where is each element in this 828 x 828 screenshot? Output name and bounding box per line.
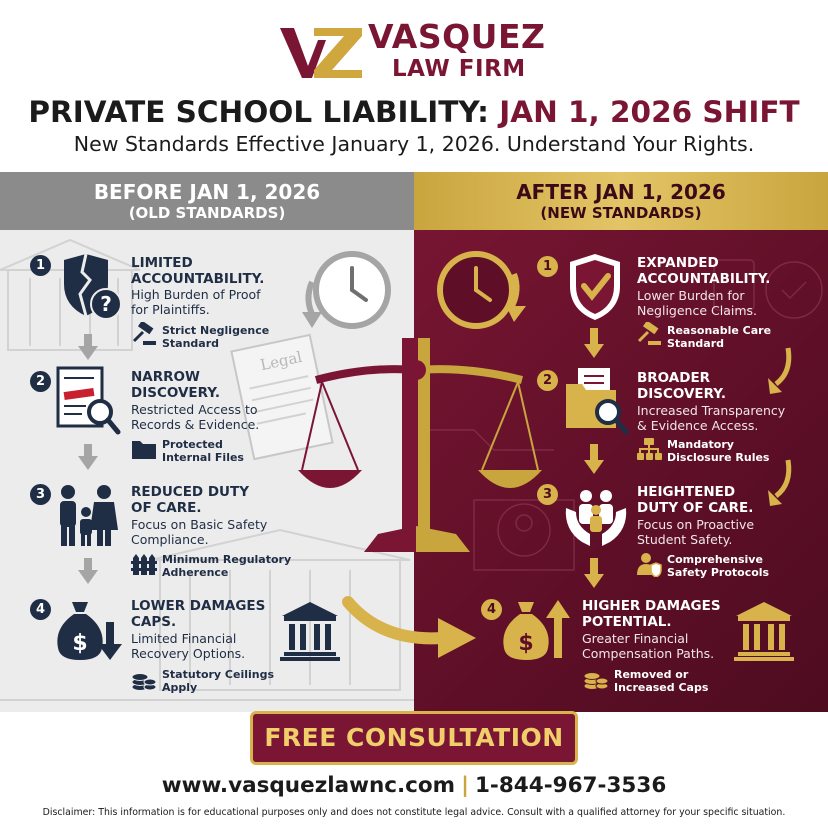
folder-search-icon [564, 366, 630, 436]
clock-forward-icon [432, 246, 528, 338]
before-heading: BEFORE JAN 1, 2026 [93, 180, 321, 204]
free-consultation-button[interactable]: FREE CONSULTATION [250, 711, 578, 765]
contact-separator: | [461, 773, 469, 798]
item-description: Compensation Paths. [582, 646, 715, 661]
svg-text:$: $ [518, 631, 534, 656]
after-heading: AFTER JAN 1, 2026 [516, 180, 726, 204]
arrow-down-icon [584, 328, 604, 358]
step-number: 3 [30, 484, 51, 505]
item-tag: Statutory Ceilings [162, 668, 275, 681]
item-description: High Burden of Proof [131, 287, 261, 302]
item-description: Limited Financial [131, 631, 237, 646]
item-title: HEIGHTENED [637, 484, 736, 500]
item-title: OF CARE. [131, 500, 202, 516]
redacted-document-icon [56, 366, 122, 436]
user-shield-icon [636, 551, 662, 577]
item-description: Student Safety. [637, 532, 733, 547]
gavel-icon [131, 322, 157, 346]
shield-check-icon [564, 254, 626, 322]
fence-icon [131, 552, 157, 576]
svg-text:$: $ [72, 631, 88, 656]
item-tag: Adherence [162, 566, 229, 579]
step-number: 1 [537, 256, 558, 277]
item-title: NARROW [131, 369, 200, 385]
item-description: Greater Financial [582, 631, 689, 646]
item-title: LIMITED [131, 255, 193, 271]
money-bag-up-icon [502, 596, 572, 664]
arrow-down-icon [78, 334, 98, 360]
item-title: ACCOUNTABILITY. [131, 271, 265, 287]
item-description: Restricted Access to [131, 402, 258, 417]
item-title: BROADER [637, 370, 711, 386]
item-tag: Standard [667, 337, 725, 350]
step-number: 4 [30, 599, 51, 620]
item-description: & Evidence Access. [637, 418, 759, 433]
item-tag: Comprehensive [667, 553, 763, 566]
coins-icon [131, 668, 157, 692]
item-title: DISCOVERY. [131, 385, 220, 401]
item-description: Compliance. [131, 532, 209, 547]
item-tag: Reasonable Care [667, 324, 772, 337]
courthouse-icon [280, 600, 340, 662]
arrow-down-icon [78, 558, 98, 584]
item-tag: Increased Caps [614, 681, 709, 694]
firm-name: VASQUEZ [368, 17, 546, 56]
item-tag: Safety Protocols [667, 566, 770, 579]
item-title: POTENTIAL. [582, 614, 672, 630]
item-title: LOWER DAMAGES [131, 598, 266, 614]
item-title: REDUCED DUTY [131, 484, 249, 500]
contact-line [0, 772, 828, 800]
gavel-icon [636, 322, 662, 346]
item-tag: Internal Files [162, 451, 244, 464]
curved-arrow-icon [766, 458, 796, 508]
item-description: Records & Evidence. [131, 417, 260, 432]
item-description: Recovery Options. [131, 646, 246, 661]
item-description: Negligence Claims. [637, 303, 758, 318]
transition-arrow-icon [342, 592, 482, 666]
folder-icon [131, 438, 157, 460]
after-subheading: (NEW STANDARDS) [540, 204, 702, 222]
step-number: 2 [537, 370, 558, 391]
hands-family-icon [562, 482, 630, 550]
step-number: 3 [537, 484, 558, 505]
item-title: DUTY OF CARE. [637, 500, 754, 516]
curved-arrow-icon [766, 346, 796, 396]
legal-stamp-text: Legal [258, 347, 304, 375]
item-description: Focus on Basic Safety [131, 517, 268, 532]
courthouse-icon [734, 600, 794, 662]
money-bag-down-icon [54, 598, 124, 664]
title-highlight: JAN 1, 2026 SHIFT [499, 95, 800, 129]
firm-subtitle: LAW FIRM [392, 56, 526, 82]
item-description: Lower Burden for [637, 288, 745, 303]
step-number: 2 [30, 371, 51, 392]
step-number: 4 [481, 599, 502, 620]
item-description: Focus on Proactive [637, 517, 755, 532]
before-subheading: (OLD STANDARDS) [128, 204, 286, 222]
item-description: Increased Transparency [637, 403, 786, 418]
clock-rewind-icon [300, 248, 396, 336]
page-subtitle: New Standards Effective January 1, 2026. Understand Your Rights. [73, 132, 755, 156]
website-link[interactable]: www.vasquezlawnc.com [161, 773, 456, 798]
family-icon [54, 482, 122, 550]
item-tag: Minimum Regulatory [162, 553, 292, 566]
item-title: DISCOVERY. [637, 386, 726, 402]
step-number: 1 [30, 255, 51, 276]
arrow-down-icon [584, 558, 604, 588]
item-tag: Protected [162, 438, 223, 451]
svg-text:?: ? [100, 292, 112, 316]
item-title: EXPANDED [637, 255, 719, 271]
disclaimer-text: Disclaimer: This information is for educational purposes only and does not constitute legal advice. Consult with a qualified attorney for your specific situation. [42, 807, 786, 818]
item-tag: Strict Negligence [162, 324, 270, 337]
broken-shield-question-icon [56, 254, 122, 322]
item-tag: Disclosure Rules [667, 451, 770, 464]
arrow-down-icon [584, 444, 604, 474]
item-tag: Removed or [614, 668, 689, 681]
item-title: ACCOUNTABILITY. [637, 271, 771, 287]
title-main: PRIVATE SCHOOL LIABILITY: [28, 95, 489, 129]
item-tag: Standard [162, 337, 220, 350]
arrow-down-icon [78, 444, 98, 470]
item-tag: Apply [162, 681, 198, 694]
network-icon [636, 437, 662, 461]
item-title: HIGHER DAMAGES [582, 598, 721, 614]
item-title: CAPS. [131, 614, 177, 630]
item-description: for Plaintiffs. [131, 302, 210, 317]
firm-logo-icon [278, 20, 364, 82]
page-title [0, 94, 828, 130]
item-tag: Mandatory [667, 438, 734, 451]
coins-icon [583, 667, 609, 691]
phone-link[interactable]: 1-844-967-3536 [474, 773, 667, 798]
scales-of-justice-icon [298, 330, 542, 580]
